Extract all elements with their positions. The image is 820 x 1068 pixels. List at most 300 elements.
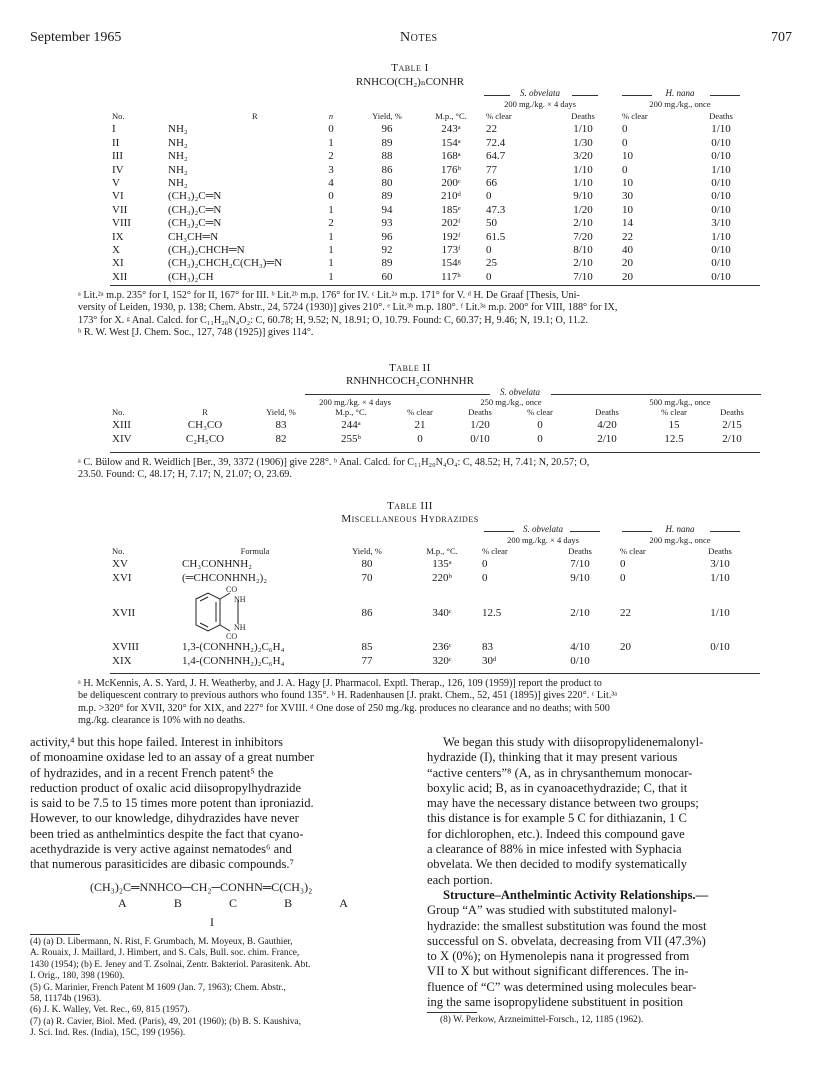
table-cell: NH₂ [168,163,188,176]
cell-deaths: 2/10 [570,606,590,619]
table2-group-rule [551,394,761,395]
reference-line: I. Orig., 180, 398 (1960). [30,971,125,982]
structure-letters [118,896,348,911]
reference-line: J. Sci. Ind. Res. (India), 15C, 199 (1956). [30,1028,186,1039]
table-cell: 173ᶠ [441,244,461,257]
cell-yield: 77 [361,654,373,667]
cell-clear [618,655,680,668]
table-cell: 1/20 [573,203,593,216]
cell-clear: 0 [620,558,626,571]
text-line: to X (0%); on Hymenolepis nana it progressed from [427,949,690,964]
table-row [110,177,760,190]
table-row [110,150,760,163]
cell-mp: 220ᵇ [432,571,452,584]
footnote-line: mg./kg. clearance is 10% with no deaths. [78,715,246,727]
table-cell: 2/10 [597,432,617,445]
structure-letter: A [118,896,127,910]
table-cell: 0 [486,244,492,257]
table2-dose1: 200 mg./kg. × 4 days [319,397,391,407]
table-cell: NH₂ [168,136,188,149]
table-cell: 10 [622,150,633,163]
cell-deaths: 3/10 [710,558,730,571]
table-cell: 154ᵍ [441,257,461,270]
table-cell: 0 [622,136,628,149]
table-cell: 40 [622,244,633,257]
table-cell: 64.7 [486,150,506,163]
table-cell: 4/20 [597,419,617,432]
table-row [110,123,760,136]
table-cell: 60 [381,270,393,283]
table-cell: X [112,244,120,257]
table-cell: 0 [328,190,334,203]
table-cell: 96 [381,230,393,243]
table-cell: 77 [486,163,497,176]
col-header: No. [112,111,125,121]
table-cell: 1/20 [470,419,490,432]
table-cell: NH₂ [168,123,188,136]
table-cell: 1 [328,136,334,149]
left-column-body [30,735,398,873]
table-cell: 86 [381,163,393,176]
text-line: reduction product of oxalic acid diisopropylhydrazide [30,780,302,795]
table-cell: 0 [622,163,628,176]
table-cell: (CH₃)₂C═N [168,203,222,216]
col-header: Deaths [708,546,732,556]
cell-clear: 0 [482,571,488,584]
footnote-line: ʰ R. W. West [J. Chem. Soc., 127, 748 (1925)] gives 114°. [78,327,314,339]
text-line: We began this study with diisopropylidenemalonyl- [443,735,704,749]
text-line: of hydrazides, and in a recent French patent⁵ the [30,765,274,780]
col-header: % clear [407,407,433,417]
cell-clear: 22 [620,606,631,619]
table-row [110,271,760,284]
table-cell: VII [112,203,128,216]
table-cell: 4 [328,177,334,190]
table-cell: 10 [622,177,633,190]
table-cell: 244ᵃ [341,419,361,432]
table3 [110,545,760,668]
cell-clear: 83 [482,641,493,654]
table-cell: 0 [486,270,492,283]
table-cell: 15 [668,419,680,432]
structure-number: I [210,915,214,929]
reference-line: 58, 11174b (1963). [30,994,102,1005]
table-cell: 210ᵈ [441,190,461,203]
cell-yield: 86 [361,606,373,619]
structure-co-bottom: CO [226,632,238,642]
cell-no: XVIII [112,641,139,654]
text-line: Group “A” was studied with substituted malonyl- [427,903,677,918]
cell-yield: 80 [361,558,373,571]
table-cell: 1 [328,244,334,257]
table-cell: 22 [486,123,497,136]
footnote-line: ᵃ H. McKennis, A. S. Yard, J. H. Weatherby, and J. A. Hagy [J. Pharmacol. Exptl. Therap., 126, 109 (1959)] report the product to [78,678,602,689]
table-cell: (CH₃)₂CHCH₂C(CH₃)═N [168,257,283,270]
table-cell: XI [112,257,124,270]
table-cell: 1/30 [573,136,593,149]
cell-clear: 20 [620,641,631,654]
structure-letter: C [228,896,237,910]
structure-letter: A [339,896,348,910]
table-cell: 2/10 [573,257,593,270]
col-header: % clear [527,407,553,417]
table3-group-rule [622,531,652,532]
table-row [110,572,760,585]
table-cell: 50 [486,217,497,230]
table-row [110,433,760,446]
cell-mp: 320ᶜ [432,654,452,667]
table1-dose-hn: 200 mg./kg., once [649,99,711,109]
table-cell: 1/10 [711,230,731,243]
table1-group-rule [622,95,652,96]
table-cell: 2/15 [722,419,742,432]
table-cell: 61.5 [486,230,506,243]
table-cell: 3/20 [573,150,593,163]
table-cell: 0/10 [711,257,731,270]
table-cell: (CH₃)₂C═N [168,217,222,230]
text-line: obvelata. We then decided to modify systematically [427,857,687,872]
table-cell: 12.5 [664,432,684,445]
col-header: Deaths [468,407,492,417]
table1-bottom-rule [110,285,760,286]
table3-header-row [110,545,760,558]
cell-yield: 85 [361,641,373,654]
table1-footnotes [78,290,778,340]
table-row [110,137,760,150]
text-line: hydrazide (I), thinking that it may present various [427,750,678,765]
left-references [30,937,400,1040]
table-cell: 0 [537,419,543,432]
table-cell: 8/10 [573,244,593,257]
col-header: Deaths [720,407,744,417]
table-cell: (CH₃)₂C═N [168,190,222,203]
table3-bottom-rule [110,673,760,674]
cell-clear: 0 [482,558,488,571]
table-cell: NH₂ [168,150,188,163]
cell-no: XIX [112,654,132,667]
footnote-line: 23.50. Found: C, 48.17; H, 7.17; N, 21.07; O, 23.69. [78,469,292,481]
table2-formula: RNHNHCOCH₂CONHNHR [346,375,474,387]
cell-clear: 30ᵈ [482,654,497,667]
table-cell: 7/20 [573,230,593,243]
table-cell: 21 [414,419,426,432]
text-line: ing the same isopropylidene substituent in position [427,995,684,1010]
table-cell: 96 [381,123,393,136]
table-cell: XIV [112,432,132,445]
table-cell: II [112,136,120,149]
table-cell: IX [112,230,124,243]
right-reference: (8) W. Perkow, Arzneimittel-Forsch., 12, 1185 (1962). [440,1015,644,1025]
table-cell: 192ᶠ [441,230,461,243]
col-header: No. [112,546,125,556]
table-cell: 202ᶠ [441,217,461,230]
table-cell: I [112,123,116,136]
table3-dose-hn: 200 mg./kg., once [649,535,711,545]
right-column-body [427,735,793,1010]
col-header: Deaths [595,407,619,417]
col-header: Yield, % [266,407,296,417]
text-line: this distance is for example 5 C for dithiazanin, 1 C [427,811,687,826]
table-row [110,204,760,217]
table-cell: 0/10 [711,177,731,190]
phthalhydrazide-structure-icon [182,585,292,641]
table-cell: 92 [381,244,393,257]
table-cell: 2 [328,150,334,163]
table2-bottom-rule [110,452,760,453]
text-line: However, to our knowledge, dihydrazides have never [30,811,299,826]
cell-mp: 236ᶜ [432,641,452,654]
cell-formula-structure [180,585,330,641]
table-cell: 0 [417,432,423,445]
cell-deaths: 1/10 [710,571,730,584]
table-cell: 93 [381,217,393,230]
table-cell: 14 [622,217,633,230]
table-cell: 83 [275,419,287,432]
reference-line: (5) G. Marinier, French Patent M 1609 (Jan. 7, 1963); Chem. Abstr., [30,982,286,993]
reference-line: (7) (a) R. Cavier, Biol. Med. (Paris), 49, 201 (1960); (b) B. S. Kaushiva, [30,1016,301,1027]
table-cell: (CH₃)₂CH [168,270,214,283]
table1-group-rule [484,95,510,96]
table-cell: 200ᶜ [441,177,461,190]
table-cell: IV [112,163,124,176]
col-header: Formula [240,546,270,556]
table-cell: V [112,177,120,190]
table2-group-so: S. obvelata [500,387,540,397]
table-cell: 1/10 [711,123,731,136]
table-row [110,164,760,177]
running-header-section: Notes [400,30,438,45]
table-cell: 1/10 [573,123,593,136]
table-cell: 72.4 [486,136,506,149]
footnote-line: ᵃ C. Bülow and R. Weidlich [Ber., 39, 3372 (1906)] give 228°. ᵇ Anal. Calcd. for C₁₁H₂₀N₄O₄: C, 48.52; H, 7.41; N, 20.57; O, [78,457,590,468]
table3-title: Miscellaneous Hydrazides [341,513,479,525]
table-row [110,585,760,641]
table-cell: 7/10 [573,270,593,283]
col-header: n [328,111,334,121]
structure-nh-top: NH [234,595,246,605]
table-cell: 1 [328,257,334,270]
col-header: M.p., °C. [435,111,467,121]
text-line: that numerous parasiticides are dibasic compounds.⁷ [30,857,294,872]
reference-line: A. Rouaix, J. Maillard, J. Himbert, and S. Cals, Bull. soc. chim. France, [30,948,300,959]
table-cell: NH₂ [168,177,188,190]
table1 [110,110,760,284]
table-cell: 1/10 [573,163,593,176]
table-cell: 25 [486,257,497,270]
text-line: for dichlorophen, etc.). Indeed this compound gave [427,826,685,841]
table-cell: 1 [328,203,334,216]
table-cell: 1/10 [711,163,731,176]
table-cell: 22 [622,230,633,243]
table-cell: 3 [328,163,334,176]
text-line: each portion. [427,872,493,887]
cell-deaths: 1/10 [710,606,730,619]
col-header: M.p., °C. [335,407,367,417]
reference-rule [30,934,80,935]
col-header: R [202,407,208,417]
reference-line: (4) (a) D. Libermann, N. Rist, F. Grumbach, M. Moyeux, B. Gauthier, [30,937,293,947]
table-cell: 30 [622,190,633,203]
cell-formula: 1,4-(CONHNH₂)₂C₆H₄ [182,654,285,667]
text-line: boxylic acid; B, as in cyanoacethydrazide; C, that it [427,780,688,795]
table-cell: 89 [381,190,393,203]
table-row [110,419,760,432]
table-cell: 0/10 [711,150,731,163]
table-cell: 88 [381,150,393,163]
table-cell: 1 [328,230,334,243]
table2-dose3: 500 mg./kg., once [649,397,711,407]
footnote-line: versity of Leiden, 1930, p. 138; Chem. Abstr., 24, 5724 (1930)] gives 210°. ᵉ Lit.³ᵇ m.p. 180°. ᶠ Lit.³ᵃ m.p. 200° for VIII, 188° for IX, [78,302,618,314]
table-cell: 20 [622,270,633,283]
table-cell: 0 [486,190,492,203]
col-header: Deaths [709,111,733,121]
table-cell: 0/10 [711,244,731,257]
table-cell: 82 [275,432,287,445]
text-line: VII to X but without significant differences. The in- [427,964,689,979]
running-header-date: September 1965 [30,30,122,45]
text-line: been tried as anthelmintics despite the fact that cyano- [30,826,304,841]
table-cell: 80 [381,177,393,190]
col-header: No. [112,407,125,417]
table3-group-so: S. obvelata [523,524,563,534]
cell-clear: 12.5 [482,606,502,619]
table-cell: 0 [622,123,628,136]
table3-group-rule [710,531,740,532]
cell-deaths: 9/10 [570,571,590,584]
table2-group-rule [305,394,490,395]
table1-group-so: S. obvelata [520,88,560,98]
table3-group-rule [570,531,600,532]
table2-header-row [110,406,760,419]
footnote-line: m.p. >320° for XVII, 320° for XIX, and 227° for XVIII. ᵈ One dose of 250 mg./kg. produces no clearance and no deaths; with 500 [78,702,610,714]
table1-dose-so: 200 mg./kg. × 4 days [504,99,576,109]
cell-deaths: 0/10 [710,641,730,654]
table-cell: 2 [328,217,334,230]
table-cell: 0/10 [711,136,731,149]
footnote-line: ᵃ Lit.²ᵃ m.p. 235° for I, 152° for II, 167° for III. ᵇ Lit.²ᵇ m.p. 176° for IV. ᶜ Lit.²ᵃ m.p. 171° for V. ᵈ H. De Graaf [Thesis, Uni- [78,290,580,301]
table1-group-hn: H. nana [665,88,695,98]
text-line: fluence of “C” was determined using molecules bear- [427,979,697,994]
table-cell: 0/10 [711,203,731,216]
table-cell: 1 [328,270,334,283]
table-cell: 10 [622,203,633,216]
col-header: M.p., °C. [426,546,458,556]
structure-co-top: CO [226,585,238,595]
structure-letter: B [173,896,182,910]
table3-footnotes [78,678,778,728]
table-cell: 255ᵇ [341,432,361,445]
table3-group-hn: H. nana [665,524,695,534]
cell-mp: 135ᵃ [432,558,452,571]
table-cell: 168ᵃ [441,150,461,163]
table1-header-row [110,110,760,123]
cell-mp: 340ᶜ [432,606,452,619]
table2-dose2: 250 mg./kg., once [480,397,542,407]
text-line: may have the necessary distance between two groups; [427,796,699,811]
table-cell: VI [112,190,124,203]
cell-deaths: 0/10 [570,654,590,667]
cell-deaths [680,655,760,668]
table-cell: C₂H₅CO [185,432,225,445]
table-row [110,257,760,270]
table-row [110,190,760,203]
table-cell: XII [112,270,128,283]
table-cell: 3/10 [711,217,731,230]
structure-nh-bottom: NH [234,623,246,633]
table-cell: 1/10 [573,177,593,190]
table-cell: 94 [381,203,393,216]
reference-line: 1430 (1954); (b) E. Jeney and T. Zsolnai, Zentr. Bakteriol. Parasitenk. Abt. [30,959,311,970]
table-cell: 117ʰ [441,270,461,283]
text-line: successful on S. obvelata, decreasing from VII (47.3%) [427,933,706,948]
table3-group-rule [484,531,514,532]
cell-deaths: 7/10 [570,558,590,571]
table2-footnotes [78,457,778,482]
cell-clear: 0 [620,571,626,584]
reference-line: (6) J. K. Walley, Vet. Rec., 69, 815 (1957). [30,1005,190,1016]
table-cell: 185ᵉ [441,203,461,216]
table-row [110,558,760,571]
table-cell: 66 [486,177,497,190]
table-cell: 0/10 [470,432,490,445]
cell-formula: CH₃CONHNH₂ [182,558,253,571]
page-number: 707 [771,30,792,45]
cell-deaths: 4/10 [570,641,590,654]
cell-no: XVI [112,571,132,584]
col-header: % clear [486,111,512,121]
col-header: % clear [482,546,508,556]
footnote-line: be deliquescent contrary to previous authors who found 135°. ᵇ H. Radenhausen [J. prakt. Chem., 52, 451 (1895)] gives 220°. ᶜ Lit.³ᵃ [78,690,618,702]
table-cell: 243ᵃ [441,123,461,136]
table2 [110,406,760,446]
text-line: acethydrazide is very active against nematodes⁶ and [30,842,292,857]
structure-formula: (CH₃)₂C═NNHCO─CH₂─CONHN═C(CH₃)₂ [90,880,313,894]
cell-yield: 70 [361,571,373,584]
col-header: % clear [620,546,646,556]
reference-rule [427,1012,477,1013]
col-header: Deaths [571,111,595,121]
text-line: hydrazide: the smallest substitution was found the most [427,918,707,933]
table1-formula: RNHCO(CH₂)ₙCONHR [355,76,465,88]
table-cell: 0 [328,123,334,136]
table-cell: 176ᵇ [441,163,461,176]
structure-letter: B [284,896,293,910]
table-cell: III [112,150,123,163]
table-cell: 2/10 [722,432,742,445]
table1-group-rule [710,95,740,96]
section-heading: Structure–Anthelmintic Activity Relationships.— [443,887,709,902]
col-header: Yield, % [352,546,382,556]
table1-label: Table I [391,62,429,74]
cell-no: XV [112,558,128,571]
table-cell: XIII [112,419,131,432]
table-cell: CH₃CO [187,419,223,432]
table-cell: 9/10 [573,190,593,203]
text-line: a clearance of 88% in mice infested with Syphacia [427,842,682,857]
col-header: % clear [622,111,648,121]
table-cell: 154ᵃ [441,136,461,149]
table3-label: Table III [387,500,433,512]
table-row [110,217,760,230]
table-row [110,244,760,257]
table1-group-rule [572,95,598,96]
table-cell: 0/10 [711,190,731,203]
text-line: of monoamine oxidase led to an assay of a great number [30,750,314,765]
table-row [110,641,760,654]
table-cell: (CH₃)₂CHCH═N [168,244,245,257]
table-cell: 0/10 [711,270,731,283]
col-header: Yield, % [372,111,402,121]
